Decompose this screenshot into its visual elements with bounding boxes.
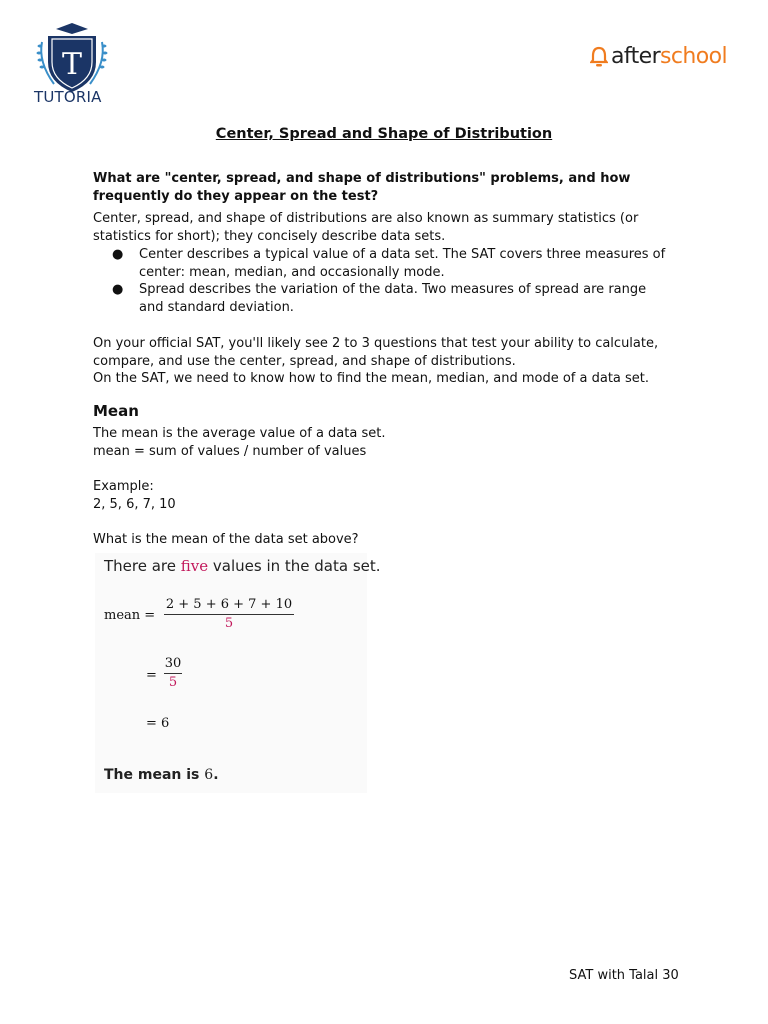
example-label: Example: xyxy=(93,479,154,494)
afterschool-wordmark-after: after xyxy=(611,44,661,69)
mean-definition-line-1: The mean is the average value of a data set. xyxy=(93,426,386,441)
mean-definition xyxy=(93,425,683,460)
example-values: 2, 5, 6, 7, 10 xyxy=(93,496,176,512)
solution-result xyxy=(104,767,219,783)
solution-text: There are xyxy=(104,557,181,575)
solution-panel xyxy=(95,553,367,793)
simplified-fraction xyxy=(164,656,182,690)
result-equation: = 6 xyxy=(146,716,170,731)
solution-line-1 xyxy=(104,557,381,575)
result-value: 6 xyxy=(204,767,214,783)
result-text: . xyxy=(213,767,219,783)
example-block xyxy=(93,478,683,513)
example-question: What is the mean of the data set above? xyxy=(93,532,359,547)
document-title: Center, Spread and Shape of Distribution xyxy=(215,126,553,142)
sat-paragraph-line-1: On your official SAT, you'll likely see 2 to 3 questions that test your ability to calculate, compare, and use the center, spread, and shape of distributions. xyxy=(93,336,659,369)
fraction-numerator: 30 xyxy=(164,656,182,674)
list-item xyxy=(112,281,672,316)
solution-text: values in the data set. xyxy=(208,557,381,575)
result-text: The mean is xyxy=(104,767,205,783)
equals-sign: = xyxy=(146,668,157,683)
bullet-list xyxy=(112,246,672,316)
sum-fraction xyxy=(164,597,294,631)
tutoria-wordmark: TUTORIA xyxy=(34,88,102,106)
bullet-text: Center describes a typical value of a data set. The SAT covers three measures of center: mean, median, and occasionally mode. xyxy=(139,247,666,280)
question-heading: What are "center, spread, and shape of distributions" problems, and how frequently do they appear on the test? xyxy=(93,171,631,204)
fraction-denominator: 5 xyxy=(168,675,178,690)
fraction-denominator: 5 xyxy=(224,616,234,631)
afterschool-logo xyxy=(590,42,727,72)
list-item xyxy=(112,246,672,281)
svg-text:T: T xyxy=(61,47,83,82)
mean-equation-label: mean = xyxy=(104,608,156,623)
intro-paragraph: Center, spread, and shape of distributions are also known as summary statistics (or statistics for short); they concisely describe data sets. xyxy=(93,211,639,244)
sat-paragraph-line-2: On the SAT, we need to know how to find the mean, median, and mode of a data set. xyxy=(93,371,650,387)
bullet-icon: ● xyxy=(112,282,124,298)
afterschool-wordmark-school: school xyxy=(660,44,727,69)
fraction-numerator: 2 + 5 + 6 + 7 + 10 xyxy=(164,597,294,615)
page-footer: SAT with Talal 30 xyxy=(569,968,679,983)
solution-highlight: five xyxy=(180,557,209,575)
sat-paragraph xyxy=(93,335,683,388)
mean-heading: Mean xyxy=(93,402,139,420)
bullet-text: Spread describes the variation of the data. Two measures of spread are range and standard deviation. xyxy=(139,282,647,315)
bullet-icon: ● xyxy=(112,247,124,262)
bell-icon xyxy=(590,46,608,68)
mean-formula: mean = sum of values / number of values xyxy=(93,443,367,459)
